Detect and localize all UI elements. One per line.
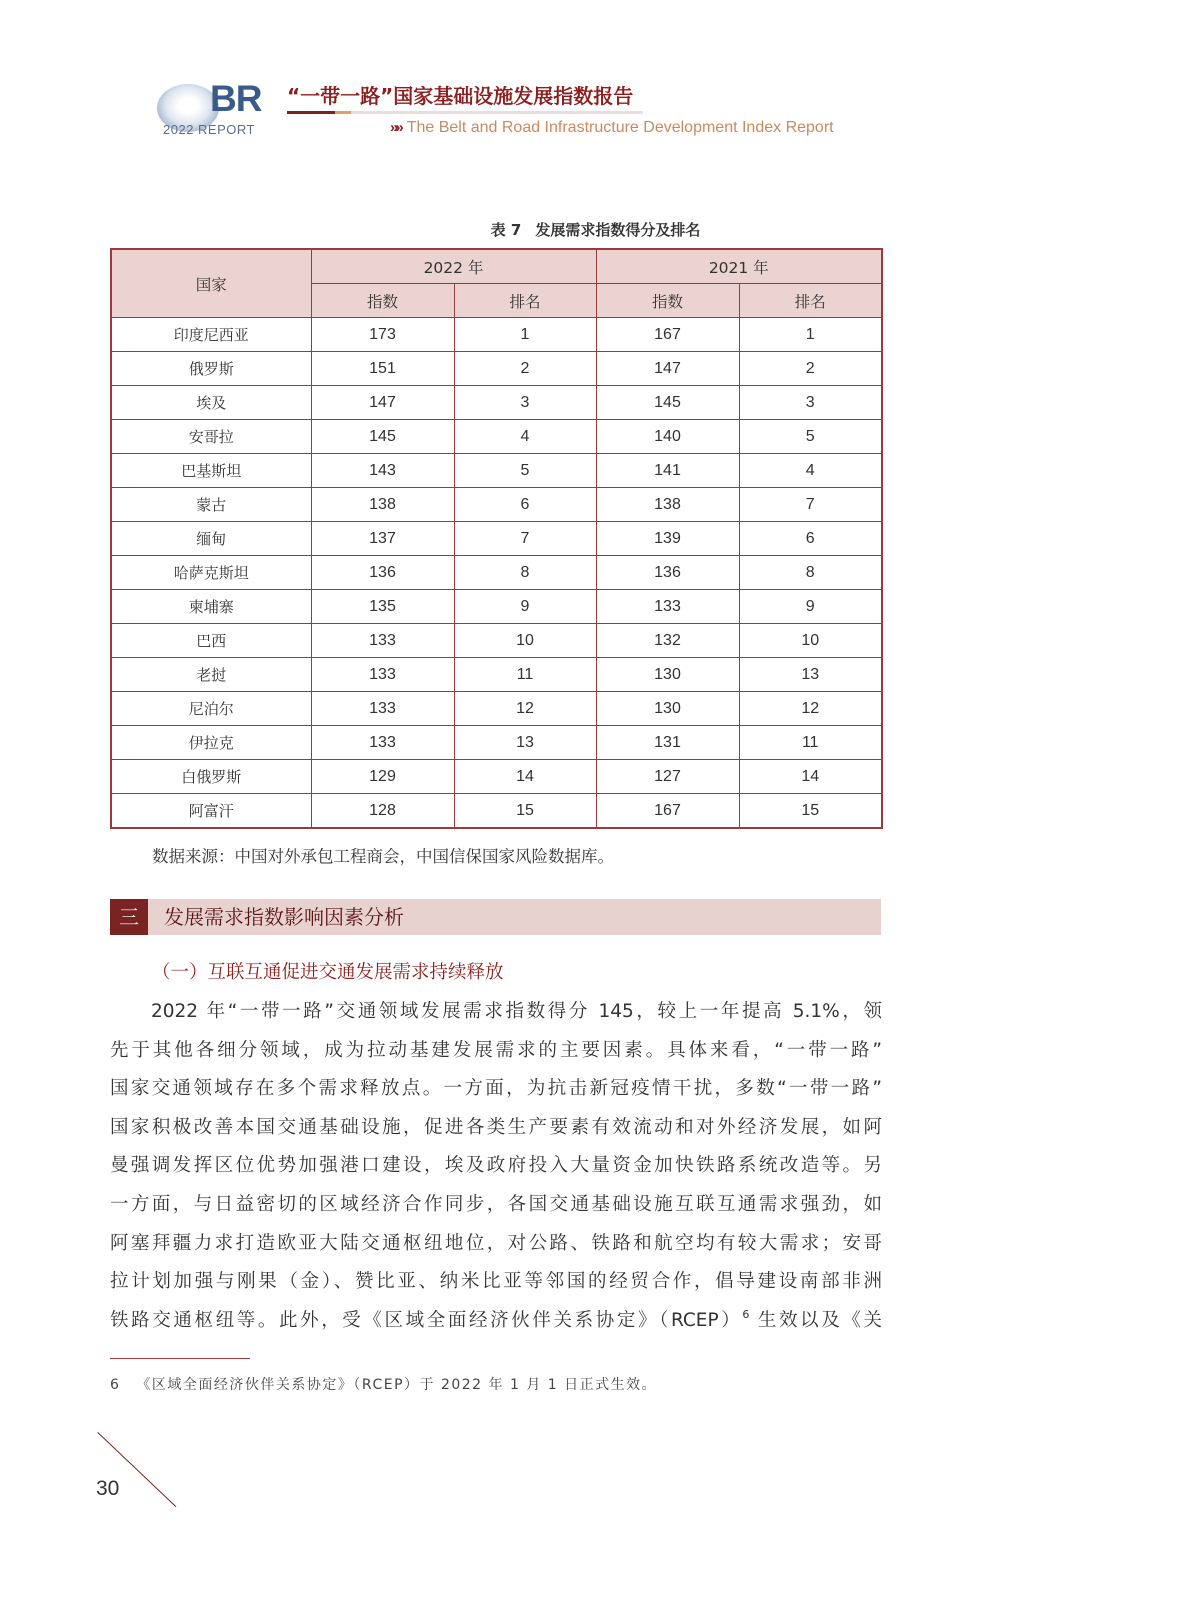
rank-2021-cell: 7 [739, 488, 882, 522]
index-2022-cell: 135 [311, 590, 454, 624]
report-subtitle-text: The Belt and Road Infrastructure Development Index Report [406, 119, 834, 136]
table-title: 发展需求指数得分及排名 [535, 221, 701, 239]
index-2022-cell: 173 [311, 318, 454, 352]
country-cell: 尼泊尔 [111, 692, 311, 726]
index-2022-cell: 133 [311, 726, 454, 760]
index-2022-cell: 129 [311, 760, 454, 794]
paragraph-text: 铁路交通枢纽等。此外，受《区域全面经济伙伴关系协定》（RCEP） [110, 1309, 743, 1331]
rank-2021-cell: 10 [739, 624, 882, 658]
rank-2022-cell: 1 [454, 318, 596, 352]
table-row [111, 726, 882, 760]
table-row [111, 522, 882, 556]
footnote-ref[interactable]: 6 [742, 1307, 750, 1321]
table-row [111, 658, 882, 692]
paragraph-line: 阿塞拜疆力求打造欧亚大陆交通枢纽地位，对公路、铁路和航空均有较大需求；安哥 [110, 1232, 882, 1254]
data-source-note: 数据来源：中国对外承包工程商会，中国信保国家风险数据库。 [152, 847, 614, 866]
rank-2021-cell: 1 [739, 318, 882, 352]
paragraph-line: 曼强调发挥区位优势加强港口建设，埃及政府投入大量资金加快铁路系统改造等。另 [110, 1155, 882, 1177]
table-row [111, 454, 882, 488]
paragraph-line: 一方面，与日益密切的区域经济合作同步，各国交通基础设施互联互通需求强劲，如 [110, 1193, 882, 1215]
paragraph-line: 国家交通领域存在多个需求释放点。一方面，为抗击新冠疫情干扰，多数“一带一路” [110, 1078, 882, 1100]
body-paragraph [110, 993, 882, 1340]
table-row [111, 624, 882, 658]
rank-2022-cell: 15 [454, 794, 596, 829]
rank-2022-cell: 10 [454, 624, 596, 658]
report-logo [155, 78, 280, 140]
section-title: 发展需求指数影响因素分析 [164, 905, 404, 929]
rank-2022-cell: 12 [454, 692, 596, 726]
header-index-2022: 指数 [311, 284, 454, 318]
index-2022-cell: 145 [311, 420, 454, 454]
country-cell: 埃及 [111, 386, 311, 420]
rank-2022-cell: 14 [454, 760, 596, 794]
table-row [111, 318, 882, 352]
table-row [111, 488, 882, 522]
header-index-2021: 指数 [596, 284, 739, 318]
index-2021-cell: 167 [596, 794, 739, 829]
rank-2022-cell: 13 [454, 726, 596, 760]
country-cell: 老挝 [111, 658, 311, 692]
index-2021-cell: 138 [596, 488, 739, 522]
table-caption [0, 219, 1191, 240]
country-cell: 巴基斯坦 [111, 454, 311, 488]
index-2022-cell: 133 [311, 692, 454, 726]
subsection-heading: （一）互联互通促进交通发展需求持续释放 [152, 962, 504, 983]
country-cell: 伊拉克 [111, 726, 311, 760]
development-demand-index-table [110, 248, 883, 829]
table-row [111, 420, 882, 454]
rank-2021-cell: 5 [739, 420, 882, 454]
rank-2022-cell: 8 [454, 556, 596, 590]
footnote-text: 《区域全面经济伙伴关系协定》（RCEP）于 2022 年 1 月 1 日正式生效。 [136, 1377, 658, 1393]
paragraph-line: 先于其他各细分领域，成为拉动基建发展需求的主要因素。具体来看，“一带一路” [110, 1039, 882, 1061]
rank-2022-cell: 6 [454, 488, 596, 522]
rank-2021-cell: 8 [739, 556, 882, 590]
rank-2022-cell: 11 [454, 658, 596, 692]
index-2022-cell: 143 [311, 454, 454, 488]
index-2022-cell: 147 [311, 386, 454, 420]
rank-2022-cell: 3 [454, 386, 596, 420]
country-cell: 阿富汗 [111, 794, 311, 829]
chevron-right-icon: »» [390, 119, 401, 136]
table-row [111, 794, 882, 829]
header-rank-2021: 排名 [739, 284, 882, 318]
index-2022-cell: 136 [311, 556, 454, 590]
rank-2022-cell: 5 [454, 454, 596, 488]
rank-2022-cell: 9 [454, 590, 596, 624]
page-number: 30 [96, 1477, 120, 1500]
index-2021-cell: 167 [596, 318, 739, 352]
rank-2022-cell: 4 [454, 420, 596, 454]
rank-2021-cell: 11 [739, 726, 882, 760]
report-subtitle-en [390, 119, 834, 137]
index-2022-cell: 137 [311, 522, 454, 556]
index-2022-cell: 128 [311, 794, 454, 829]
country-cell: 蒙古 [111, 488, 311, 522]
logo-text: BR [210, 78, 262, 119]
rank-2021-cell: 2 [739, 352, 882, 386]
index-2021-cell: 132 [596, 624, 739, 658]
rank-2022-cell: 7 [454, 522, 596, 556]
country-cell: 俄罗斯 [111, 352, 311, 386]
country-cell: 白俄罗斯 [111, 760, 311, 794]
index-2021-cell: 140 [596, 420, 739, 454]
country-cell: 柬埔寨 [111, 590, 311, 624]
logo-year: 2022 REPORT [163, 122, 255, 137]
header-divider [287, 111, 643, 114]
index-2022-cell: 133 [311, 658, 454, 692]
country-cell: 安哥拉 [111, 420, 311, 454]
rank-2021-cell: 6 [739, 522, 882, 556]
header-country: 国家 [111, 249, 311, 318]
rank-2021-cell: 4 [739, 454, 882, 488]
index-2021-cell: 136 [596, 556, 739, 590]
rank-2021-cell: 12 [739, 692, 882, 726]
section-heading [110, 899, 881, 935]
rank-2021-cell: 14 [739, 760, 882, 794]
table-number: 表 7 [490, 221, 522, 239]
paragraph-text: 生效以及《关 [749, 1309, 882, 1331]
table-row [111, 352, 882, 386]
index-2021-cell: 133 [596, 590, 739, 624]
index-2022-cell: 138 [311, 488, 454, 522]
rank-2021-cell: 13 [739, 658, 882, 692]
footnote-number: 6 [110, 1377, 121, 1393]
paragraph-line: 2022 年“一带一路”交通领域发展需求指数得分 145，较上一年提高 5.1%，领 [151, 1001, 882, 1022]
index-2021-cell: 131 [596, 726, 739, 760]
header-rank-2022: 排名 [454, 284, 596, 318]
table-row [111, 386, 882, 420]
section-number: 三 [110, 899, 148, 935]
index-2021-cell: 145 [596, 386, 739, 420]
paragraph-line: 国家积极改善本国交通基础设施，促进各类生产要素有效流动和对外经济发展，如阿 [110, 1116, 882, 1138]
index-2021-cell: 130 [596, 658, 739, 692]
rank-2021-cell: 3 [739, 386, 882, 420]
paragraph-line: 拉计划加强与刚果（金）、赞比亚、纳米比亚等邻国的经贸合作，倡导建设南部非洲 [110, 1271, 882, 1293]
table-row [111, 760, 882, 794]
country-cell: 印度尼西亚 [111, 318, 311, 352]
index-2022-cell: 151 [311, 352, 454, 386]
country-cell: 巴西 [111, 624, 311, 658]
table-row [111, 590, 882, 624]
country-cell: 缅甸 [111, 522, 311, 556]
index-2021-cell: 127 [596, 760, 739, 794]
index-2021-cell: 130 [596, 692, 739, 726]
report-title: “一带一路”国家基础设施发展指数报告 [287, 84, 634, 108]
index-2021-cell: 139 [596, 522, 739, 556]
footnote-divider [110, 1358, 250, 1359]
header-year-2022: 2022 年 [311, 249, 596, 284]
table-row [111, 556, 882, 590]
table-row [111, 692, 882, 726]
rank-2022-cell: 2 [454, 352, 596, 386]
footnote [110, 1374, 657, 1394]
rank-2021-cell: 9 [739, 590, 882, 624]
index-2022-cell: 133 [311, 624, 454, 658]
header-year-2021: 2021 年 [596, 249, 882, 284]
index-2021-cell: 141 [596, 454, 739, 488]
country-cell: 哈萨克斯坦 [111, 556, 311, 590]
paragraph-line [110, 1302, 882, 1341]
index-2021-cell: 147 [596, 352, 739, 386]
rank-2021-cell: 15 [739, 794, 882, 829]
